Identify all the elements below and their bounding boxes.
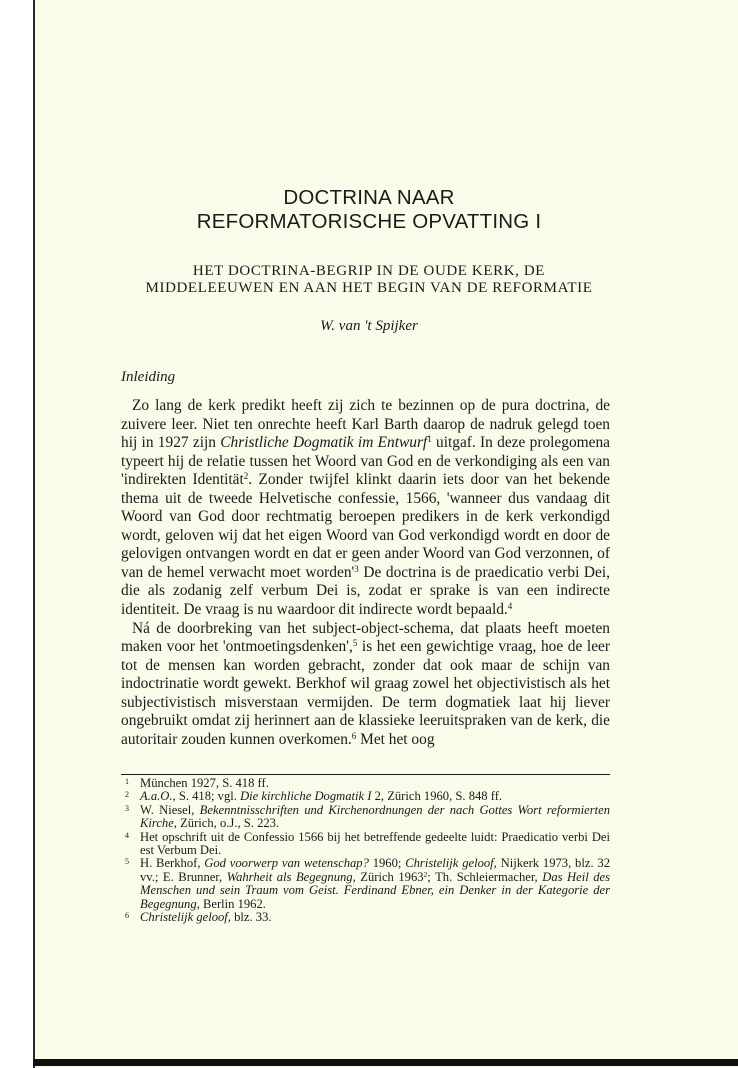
paragraph-1-text-c: . Zonder twijfel klinkt daarin iets door van het bekende thema uit de tweede Helvetische confessie, 1566, 'wanneer dus vandaag dit Woord van God door rechtmatig beroepen predikers in de kerk verkondigd wordt, geloven wij dat het eigen Woord van God verkondigd wordt en door de gelovigen ontvangen wordt en dat er geen ander Woord van God verzonnen, of van de hemel verwacht moet worden' <box>121 471 610 581</box>
footnote-2 <box>121 790 610 803</box>
bottom-edge-rule <box>33 1059 738 1066</box>
footnote-divider <box>121 774 610 775</box>
footnote-text: Nijkerk 1973, blz. 32 vv.; E. Brunner, <box>140 856 610 884</box>
footnote-italic: A.a.O., <box>140 789 176 804</box>
article-title-line-1: DOCTRINA NAAR <box>283 186 455 209</box>
book-title-italic: Christliche Dogmatik im Entwurf <box>220 434 428 452</box>
paragraph-2-text-b: is het een gewichtige vraag, hoe de leer tot de mensen kan worden gebracht, zonder dat ook maar de schijn van indoctrinatie wordt gewekt. Berkhof wil graag zowel het objectivistisch als het subjectivistisch misverstaan vermijden. De term dogmatiek laat hij liever ongebruikt omdat zij herinnert aan de klassieke leeruitspraken van de kerk, die autoritair zouden kunnen overkomen. <box>121 638 610 748</box>
paragraph-1-text-b: uitgaf. In deze prolegomena typeert hij de relatie tussen het Woord van God en de verkondiging als een van 'indirekten Identität <box>121 434 610 489</box>
article-subtitle-line-2: MIDDELEEUWEN EN AAN HET BEGIN VAN DE REFORMATIE <box>145 280 593 296</box>
footnote-ref-2[interactable]: 2 <box>243 471 249 482</box>
footnote-1 <box>121 777 610 790</box>
footnote-italic: Das Heil des Menschen und sein Traum vom Geist. Ferdinand Ebner, ein Denker in der Kategorie der Begegnung, <box>140 869 611 911</box>
footnote-ref-5[interactable]: 5 <box>352 638 358 649</box>
footnote-text: Berlin 1962. <box>199 896 266 911</box>
footnote-number: 5 <box>125 857 129 867</box>
article-title-line-2: REFORMATORISCHE OPVATTING I <box>196 210 542 233</box>
footnote-text: S. 418; vgl. <box>175 789 241 804</box>
body-text <box>121 397 610 749</box>
footnote-italic: God voorwerp van wetenschap? <box>204 856 369 871</box>
footnote-ref-1[interactable]: 1 <box>427 434 432 445</box>
footnote-italic: Die kirchliche Dogmatik I <box>240 789 372 804</box>
paragraph-1-text-d: De doctrina is de praedicatio verbi Dei, die als zodanig zelf verbum Dei is, zodat er sprake is van een indirecte identiteit. De vraag is nu waardoor dit indirecte wordt bepaald. <box>121 563 610 619</box>
paragraph-2 <box>121 620 610 750</box>
footnote-text: blz. 33. <box>230 910 272 925</box>
footnote-italic: Christelijk geloof, <box>405 856 497 871</box>
author-name: W. van 't Spijker <box>320 318 418 334</box>
footnote-text: 1960; <box>368 856 406 871</box>
footnote-number: 6 <box>125 911 129 921</box>
footnote-text: Het opschrift uit de Confessio 1566 bij het betreffende gedeelte luidt: Praedicatio verbi Dei est Verbum Dei. <box>140 829 610 858</box>
footnotes <box>121 777 610 924</box>
paragraph-2-text-a: Ná de doorbreking van het subject-object-schema, dat plaats heeft moeten maken voor het 'ontmoetingsdenken', <box>121 619 610 656</box>
paragraph-1 <box>121 397 610 620</box>
paragraph-1-text-a: Zo lang de kerk predikt heeft zij zich te bezinnen op de pura doctrina, de zuivere leer. Niet ten onrechte heeft Karl Barth daarop de nadruk gelegd toen hij in 1927 zijn <box>121 397 610 452</box>
footnote-number: 1 <box>125 777 129 786</box>
footnote-text: H. Berkhof, <box>140 856 205 871</box>
footnote-text: Zürich 1963 <box>355 869 424 884</box>
footnote-number: 2 <box>125 790 129 800</box>
footnote-ref-6[interactable]: 6 <box>351 730 357 741</box>
footnote-4 <box>121 831 610 858</box>
footnote-text: Zürich, o.J., S. 223. <box>176 816 280 831</box>
section-heading: Inleiding <box>121 369 176 385</box>
footnote-ref-3[interactable]: 3 <box>354 563 359 574</box>
footnote-5 <box>121 857 610 911</box>
paragraph-2-text-c: Met het oog <box>356 730 435 748</box>
footnote-3 <box>121 804 610 831</box>
footnote-ref-4[interactable]: 4 <box>507 601 513 612</box>
footnote-text: ; Th. Schleiermacher, <box>427 869 543 884</box>
footnote-text: 2, Zürich 1960, S. 848 ff. <box>371 789 503 804</box>
footnote-number: 3 <box>125 803 129 813</box>
footnote-italic: Christelijk geloof, <box>140 910 231 925</box>
footnote-text: W. Niesel, <box>140 802 200 817</box>
footnote-italic: Wahrheit als Begegnung, <box>226 869 356 884</box>
footnote-text: München 1927, S. 418 ff. <box>140 776 269 790</box>
article-subtitle-line-1: HET DOCTRINA-BEGRIP IN DE OUDE KERK, DE <box>192 263 546 279</box>
footnote-italic: Bekenntnisschriften und Kirchenordnungen der nach Gottes Wort reformierten Kirche, <box>140 802 610 831</box>
footnote-number: 4 <box>125 830 129 840</box>
footnote-6 <box>121 911 610 924</box>
edition-superscript: 2 <box>423 869 428 879</box>
